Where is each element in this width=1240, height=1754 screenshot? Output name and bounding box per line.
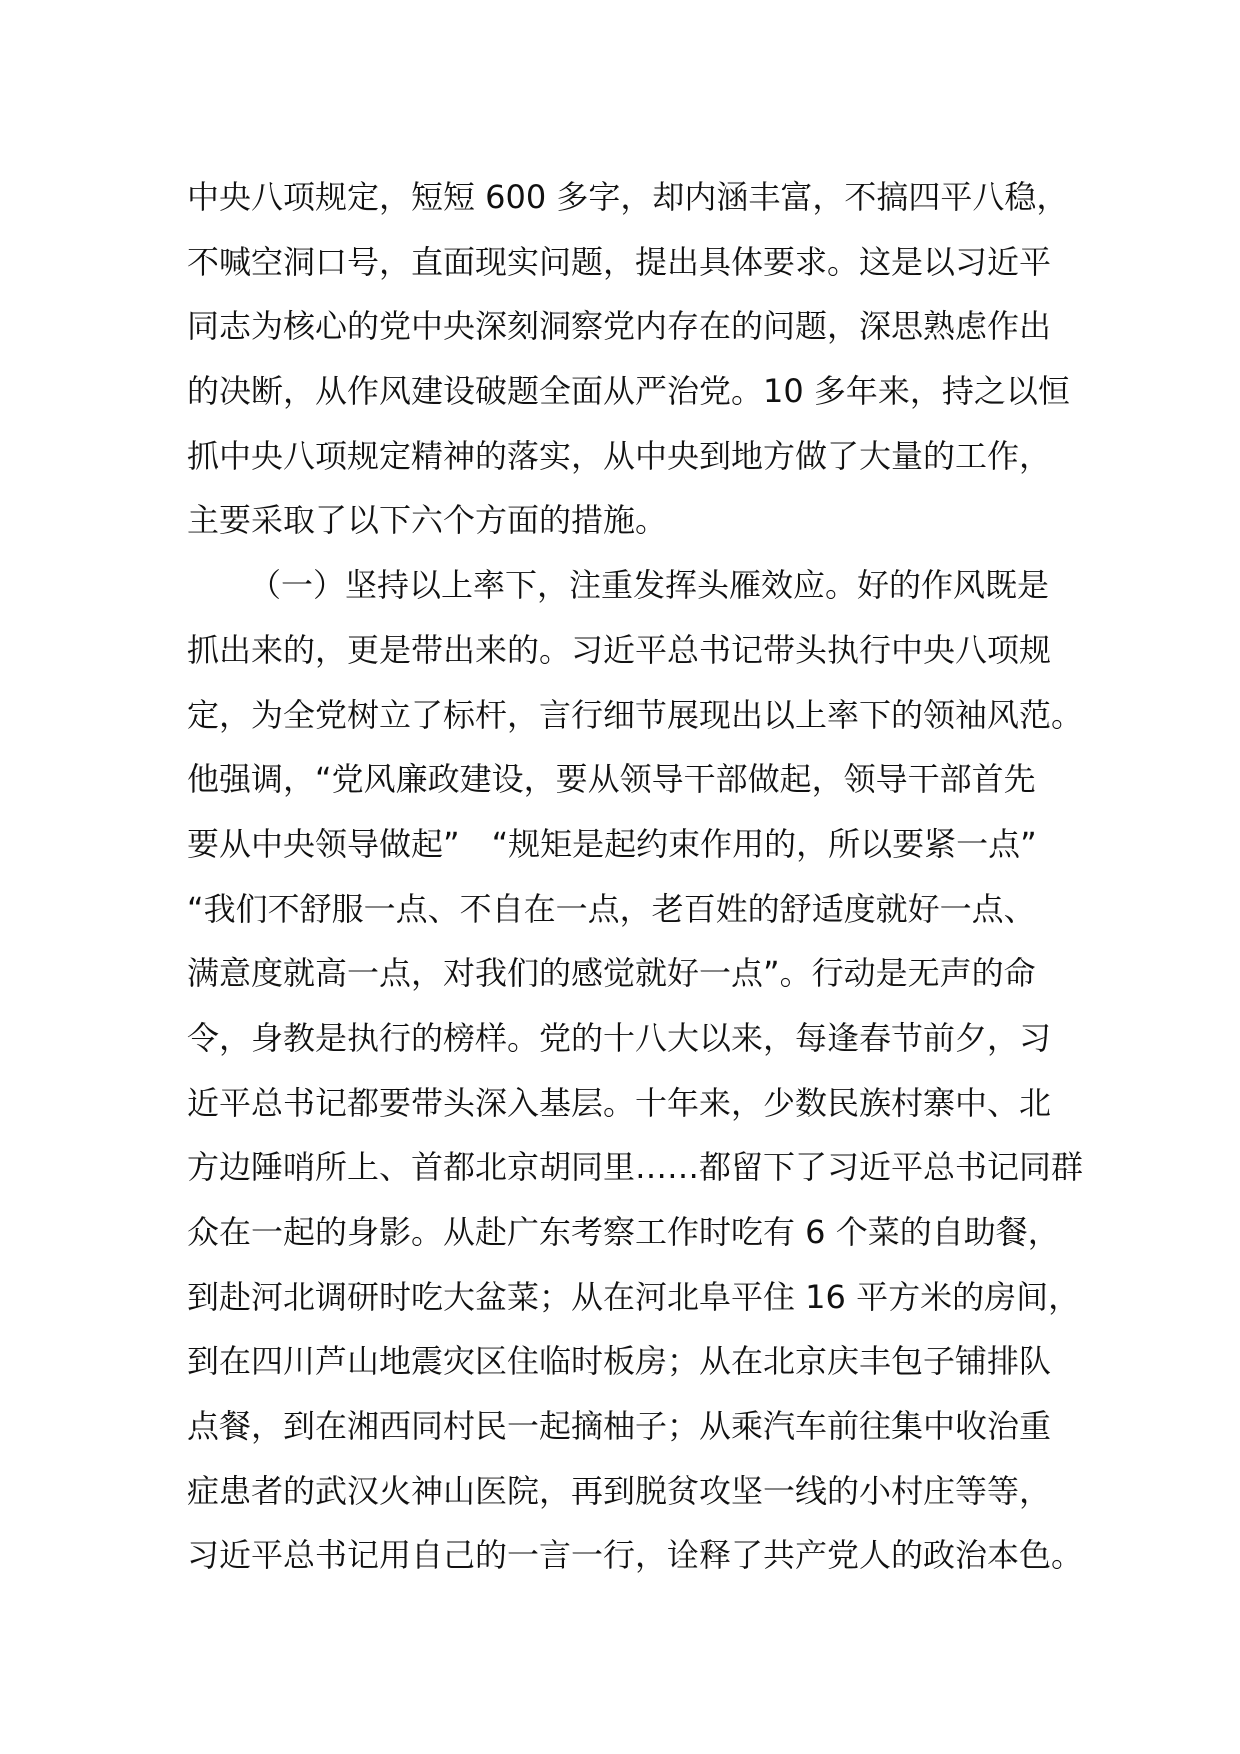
text-line: 众在一起的身影。从赴广东考察工作时吃有 6 个菜的自助餐， bbox=[187, 1213, 1060, 1251]
text-line: 主要采取了以下六个方面的措施。 bbox=[187, 501, 668, 540]
text-line: 他强调，“党风廉政建设，要从领导干部做起，领导干部首先 bbox=[187, 760, 1036, 799]
text-line: 症患者的武汉火神山医院，再到脱贫攻坚一线的小村庄等等， bbox=[187, 1471, 1052, 1510]
text-line: 抓中央八项规定精神的落实，从中央到地方做了大量的工作， bbox=[187, 436, 1052, 475]
text-line: 习近平总书记用自己的一言一行，诠释了共产党人的政治本色。 bbox=[187, 1536, 1084, 1575]
text-line: 中央八项规定，短短 600 多字，却内涵丰富，不搞四平八稳， bbox=[187, 178, 1069, 216]
text-line: 到赴河北调研时吃大盆菜；从在河北阜平住 16 平方米的房间， bbox=[187, 1277, 1081, 1316]
body-text bbox=[187, 165, 1084, 1588]
text-line: 同志为核心的党中央深刻洞察党内存在的问题，深思熟虑作出 bbox=[187, 307, 1052, 346]
text-line: “我们不舒服一点、不自在一点，老百姓的舒适度就好一点、 bbox=[187, 889, 1036, 928]
text-line: 令，身教是执行的榜样。党的十八大以来，每逢春节前夕，习 bbox=[187, 1018, 1052, 1057]
section-heading-line: （一）坚持以上率下，注重发挥头雁效应。好的作风既是 bbox=[249, 566, 1050, 605]
text-line: 要从中央领导做起” “规矩是起约束作用的，所以要紧一点” bbox=[187, 824, 1037, 863]
text-line: 点餐，到在湘西同村民一起摘柚子；从乘汽车前往集中收治重 bbox=[187, 1407, 1052, 1446]
text-line: 近平总书记都要带头深入基层。十年来，少数民族村寨中、北 bbox=[187, 1083, 1052, 1122]
text-line: 的决断，从作风建设破题全面从严治党。10 多年来，持之以恒 bbox=[187, 372, 1070, 411]
text-line: 抓出来的，更是带出来的。习近平总书记带头执行中央八项规 bbox=[187, 630, 1052, 669]
text-line: 定，为全党树立了标杆，言行细节展现出以上率下的领袖风范。 bbox=[187, 695, 1084, 734]
text-line: 满意度就高一点，对我们的感觉就好一点”。行动是无声的命 bbox=[187, 954, 1036, 993]
text-line: 方边陲哨所上、首都北京胡同里……都留下了习近平总书记同群 bbox=[187, 1148, 1084, 1187]
text-line: 到在四川芦山地震灾区住临时板房；从在北京庆丰包子铺排队 bbox=[187, 1342, 1052, 1381]
text-line: 不喊空洞口号，直面现实问题，提出具体要求。这是以习近平 bbox=[187, 242, 1052, 281]
